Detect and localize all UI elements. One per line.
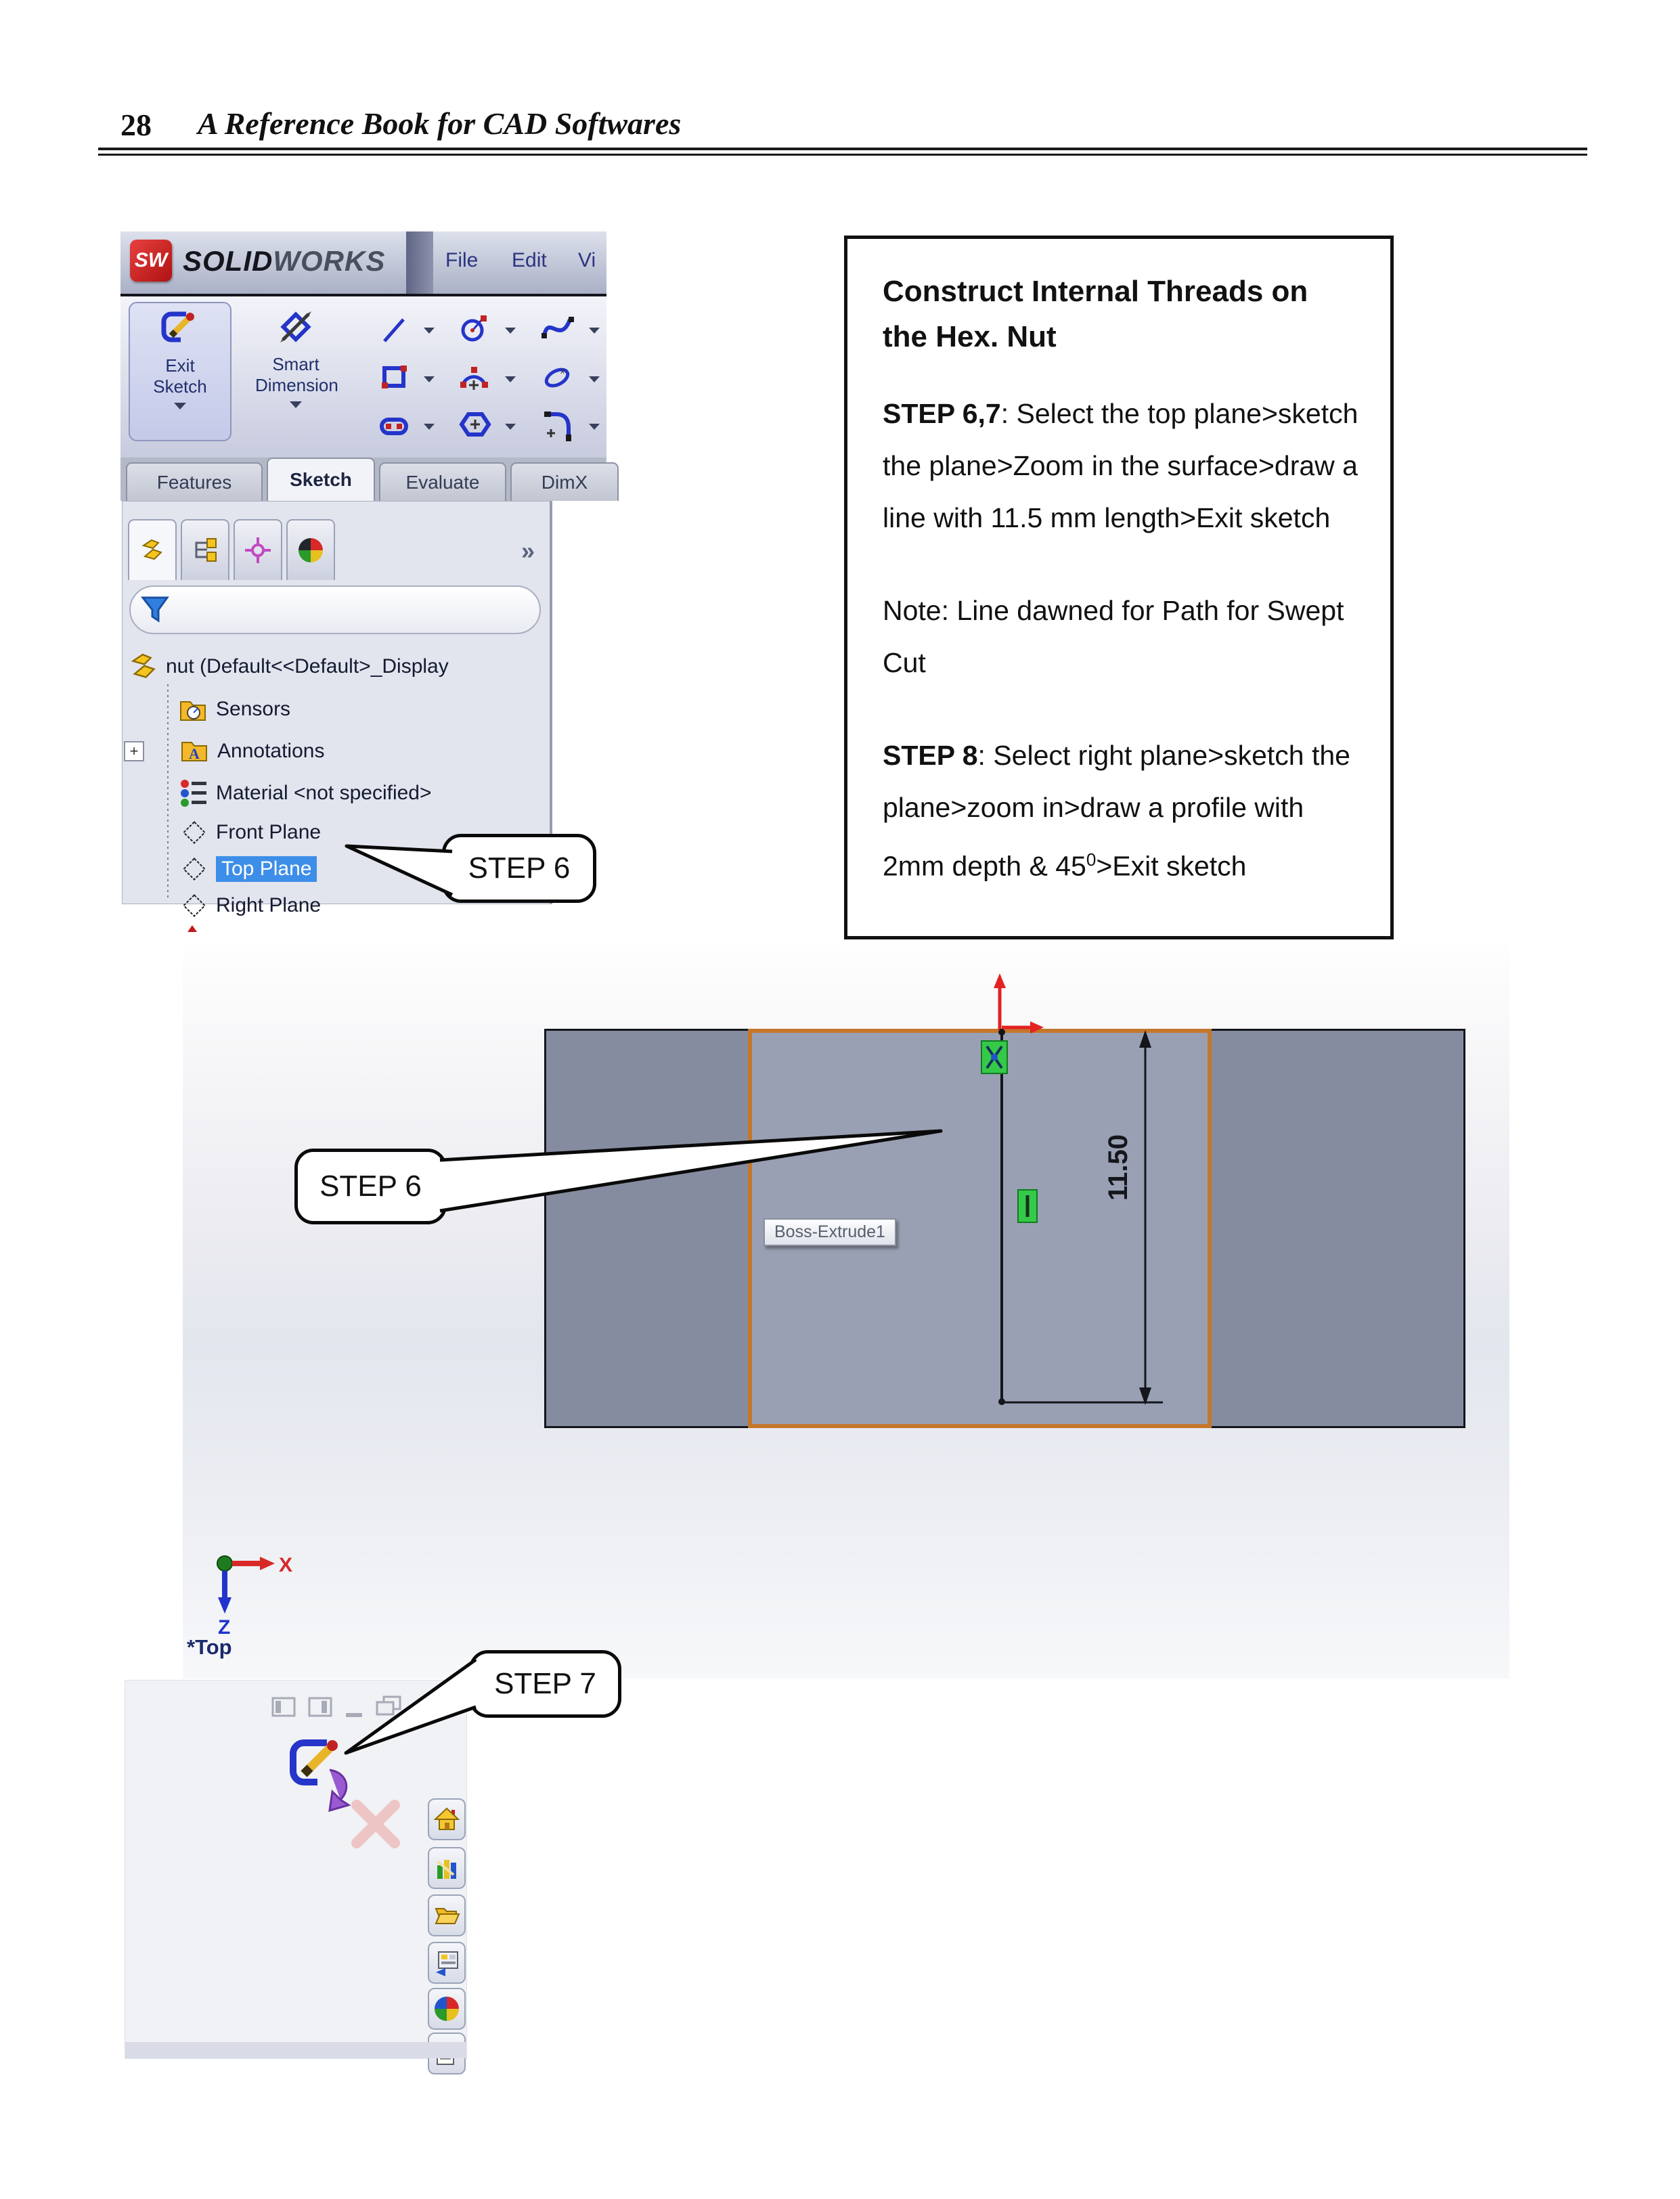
fillet-tool-button[interactable] [541,409,575,445]
origin-icon [187,925,197,932]
show-right-pane-icon[interactable] [309,1698,331,1716]
triad-x-label: X [279,1554,293,1576]
tree-item-right-plane-label: Right Plane [216,894,322,916]
title-menu-bar [120,231,606,296]
minimize-icon[interactable] [346,1713,362,1717]
view-orientation-label: *Top [187,1635,232,1659]
line-dropdown-icon[interactable] [424,328,435,334]
circle-dropdown-icon[interactable] [505,328,516,334]
vertical-constraint-icon[interactable] [1018,1190,1037,1222]
instruction-title: Construct Internal Threads on the Hex. Nut [883,275,1308,353]
graphics-viewport[interactable] [183,942,1509,1679]
property-manager-icon [191,536,219,564]
command-tabs-bar [120,458,606,501]
solidworks-brand: SOLIDWORKS [183,245,386,277]
configuration-manager-tab[interactable] [234,519,282,580]
configuration-manager-icon [244,536,272,564]
fragment-bottom-strip [125,2042,466,2058]
annotations-icon [179,737,211,765]
menu-edit[interactable]: Edit [512,249,547,271]
feature-manager-icon [138,536,167,564]
exit-sketch-label: Exit Sketch [153,355,207,397]
folder-icon [433,1902,460,1929]
svg-text:A: A [189,745,200,762]
smart-dimension-dropdown-icon[interactable] [290,401,302,408]
design-library-icon [433,1949,460,1976]
exit-sketch-confirm-icon[interactable] [293,1740,349,1811]
sketch-toolbar [120,296,606,458]
show-left-pane-icon[interactable] [273,1698,294,1716]
tree-filter-input[interactable] [129,585,541,634]
callout-step7: STEP 7 [469,1650,621,1718]
sketch-line[interactable] [998,1029,1005,1405]
color-sphere-icon [433,1995,460,2022]
panel-overflow-chevron[interactable]: » [521,537,535,564]
task-pane-home-button[interactable] [428,1798,466,1840]
tab-features[interactable]: Features [126,462,263,501]
polygon-icon [459,409,491,440]
spline-icon [540,311,575,345]
page-number: 28 [120,108,152,142]
view-triad [217,1554,292,1639]
tree-item-root-label: nut (Default<<Default>_Display [166,655,449,678]
solidworks-screenshot [120,231,606,916]
slot-dropdown-icon[interactable] [424,424,435,430]
tree-item-sensors[interactable] [123,688,550,730]
exit-sketch-button[interactable] [129,302,231,441]
ellipse-dropdown-icon[interactable] [589,376,600,382]
tree-item-material-label: Material <not specified> [216,782,432,804]
triad-z-label: Z [218,1616,231,1639]
rectangle-dropdown-icon[interactable] [424,376,435,382]
solidworks-logo: SW [130,240,172,282]
solidworks-resources-icon [433,1854,460,1882]
task-pane-appearances-button[interactable] [428,1988,466,2030]
arc-dropdown-icon[interactable] [505,376,516,382]
slot-tool-button[interactable] [378,412,412,443]
exit-sketch-icon [159,309,201,351]
header-rule [98,148,1587,156]
svg-text:x: x [560,366,565,376]
tree-item-front-plane-label: Front Plane [216,821,322,843]
sketch-origin-icon [994,973,1044,1034]
spline-tool-button[interactable] [540,311,575,349]
sketch-overlay [183,942,1509,1679]
tab-dimxpert[interactable]: DimX [510,462,619,501]
restore-windows-icon[interactable] [377,1697,400,1714]
spline-dropdown-icon[interactable] [589,328,600,334]
home-icon [433,1806,460,1833]
instruction-box [844,236,1394,939]
polygon-dropdown-icon[interactable] [505,424,516,430]
menu-divider [406,231,433,294]
rectangle-icon [379,361,410,393]
tree-item-annotations[interactable] [123,730,550,772]
exit-sketch-dropdown-icon[interactable] [174,403,186,409]
material-icon [178,778,209,808]
tree-item-material[interactable] [123,772,550,814]
ellipse-icon [540,361,575,393]
filter-funnel-icon [140,594,171,626]
cancel-sketch-icon[interactable] [349,1797,403,1851]
rectangle-tool-button[interactable] [379,361,410,396]
tree-item-root[interactable] [123,645,550,688]
circle-tool-button[interactable] [458,311,491,349]
slot-icon [378,412,412,440]
ellipse-tool-button[interactable] [540,361,575,396]
arc-tool-button[interactable] [458,361,491,396]
smart-dimension-label: Smart Dimension [255,354,338,395]
instruction-step67: STEP 6,7: Select the top plane>sketch the plane>Zoom in the surface>draw a line with 11.5 mm length>Exit sketch [883,398,1358,533]
tab-sketch[interactable]: Sketch [267,458,375,501]
fillet-icon [541,409,575,441]
task-pane-design-library-button[interactable] [428,1942,466,1984]
callout-step6-view: STEP 6 [294,1149,447,1224]
menu-file[interactable]: File [445,249,479,271]
line-icon [379,314,410,345]
tree-item-annotations-label: Annotations [217,740,325,762]
page-title: A Reference Book for CAD Softwares [198,106,682,141]
plane-icon [179,891,209,920]
dimension-value: 11.50 [1103,1134,1133,1201]
line-tool-button[interactable] [379,314,410,349]
plane-icon [179,854,209,884]
close-icon[interactable] [420,1700,438,1716]
task-pane-resources-button[interactable] [428,1847,466,1889]
property-manager-tab[interactable] [181,519,229,580]
viewport-fragment [125,1680,467,2059]
tree-item-origin-partial [123,924,550,933]
sensors-icon [178,695,209,724]
smart-dimension-icon [276,307,315,350]
task-pane-open-folder-button[interactable] [428,1894,466,1936]
coincident-constraint-icon[interactable] [981,1041,1007,1073]
tree-item-top-plane-label: Top Plane [216,856,317,882]
display-manager-tab[interactable] [286,519,335,580]
display-manager-icon [296,536,325,564]
window-controls [270,1694,446,1724]
smart-dimension-button[interactable] [238,302,353,441]
callout-step6-tree: STEP 6 [442,834,596,903]
plane-icon [179,818,209,847]
instruction-note: Note: Line dawned for Path for Swept Cut [883,595,1344,678]
feature-manager-tab[interactable] [128,519,177,580]
arc-icon [458,361,491,393]
feature-tooltip: Boss-Extrude1 [764,1218,896,1246]
expander-plus-icon[interactable]: + [124,741,144,761]
instruction-step8: STEP 8: Select right plane>sketch the plane>zoom in>draw a profile with 2mm depth & $45^0>Exit$ sketch [883,740,1350,882]
fillet-dropdown-icon[interactable] [589,424,600,430]
tree-item-sensors-label: Sensors [216,698,291,720]
part-icon [127,650,160,684]
polygon-tool-button[interactable] [459,409,491,443]
menu-view[interactable]: Vi [578,249,596,271]
circle-icon [458,311,491,345]
tab-evaluate[interactable]: Evaluate [379,462,506,501]
